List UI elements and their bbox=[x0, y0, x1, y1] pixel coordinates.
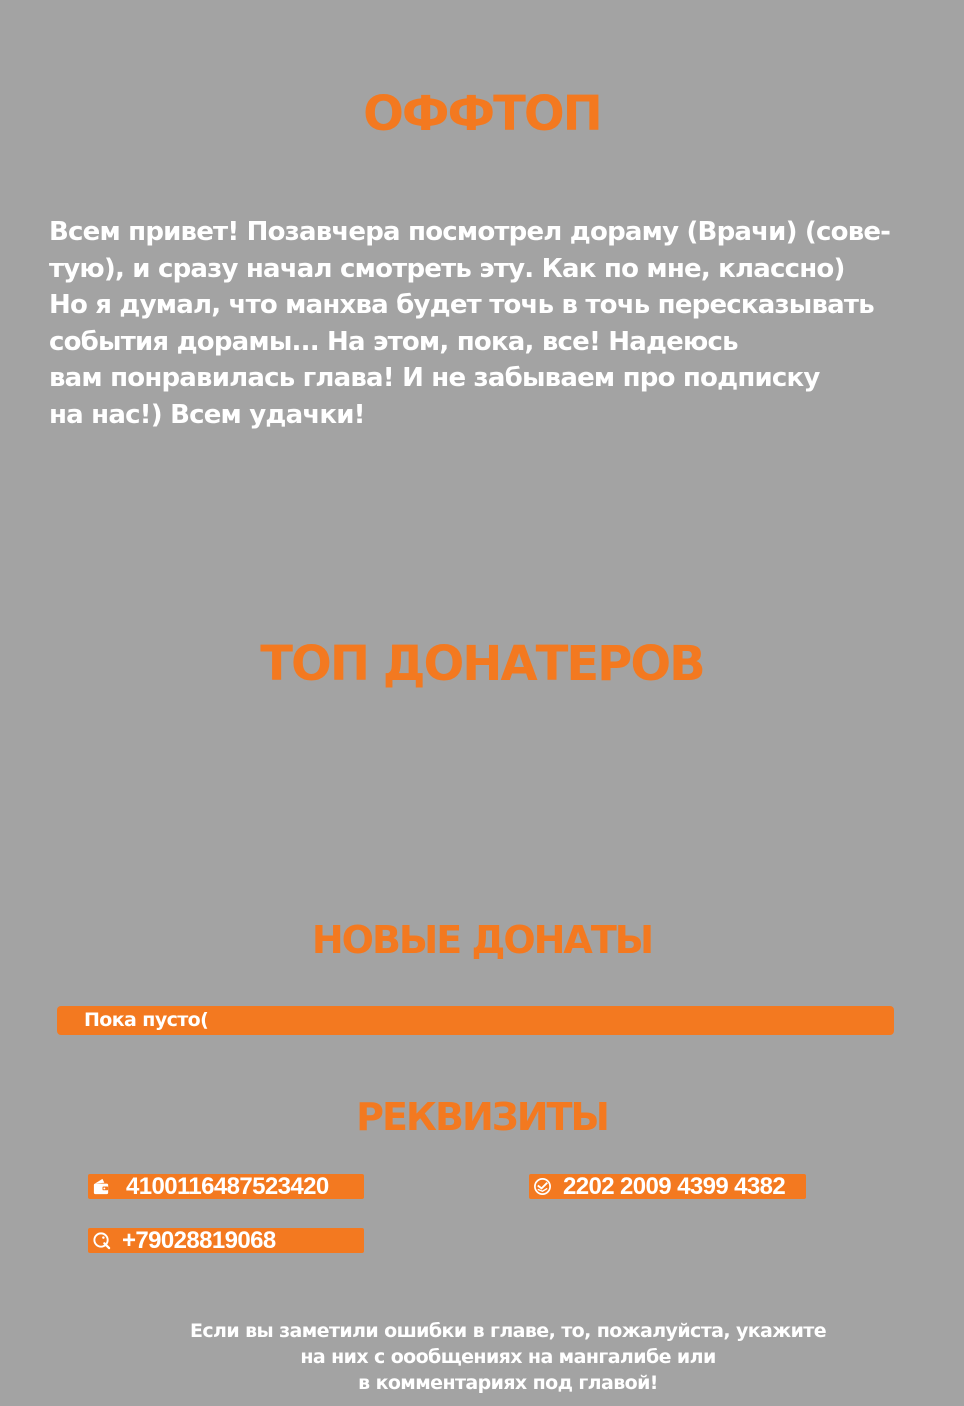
new-donations-empty-text: Пока пусто( bbox=[84, 1009, 209, 1031]
new-donations-empty-bar bbox=[57, 1006, 894, 1035]
offtop-title: ОФФТОП bbox=[363, 86, 601, 142]
top-donors-title: ТОП ДОНАТЕРОВ bbox=[260, 636, 704, 692]
offtop-text-line: тую), и сразу начал смотреть эту. Как по мне, классно) bbox=[49, 253, 845, 284]
offtop-text-line: события дорамы... На этом, пока, все! Надеюсь bbox=[49, 326, 738, 357]
offtop-text-line: Всем привет! Позавчера посмотрел дораму (Врачи) (сове- bbox=[49, 217, 891, 247]
footer-note bbox=[0, 1318, 964, 1396]
qiwi-icon bbox=[92, 1231, 111, 1250]
requisite-bank-card[interactable] bbox=[529, 1174, 806, 1199]
requisite-bank-card-value: 2202 2009 4399 4382 bbox=[563, 1173, 786, 1200]
offtop-text-line: вам понравилась глава! И не забываем про подписку bbox=[49, 363, 820, 394]
new-donations-title: НОВЫЕ ДОНАТЫ bbox=[311, 918, 653, 962]
requisite-yoomoney[interactable] bbox=[88, 1174, 364, 1199]
offtop-text-line: на нас!) Всем удачки! bbox=[49, 399, 365, 430]
yoomoney-wallet-icon bbox=[92, 1177, 111, 1196]
footer-note-line: на них с оообщениях на мангалибе или bbox=[300, 1346, 716, 1368]
offtop-text-line: Но я думал, что манхва будет точь в точь пересказывать bbox=[49, 290, 874, 321]
footer-note-line: в комментариях под главой! bbox=[358, 1372, 658, 1394]
footer-note-line: Если вы заметили ошибки в главе, то, пожалуйста, укажите bbox=[189, 1320, 826, 1342]
requisites-title: РЕКВИЗИТЫ bbox=[356, 1095, 608, 1139]
bank-card-icon bbox=[533, 1177, 552, 1196]
offtop-text bbox=[49, 214, 959, 434]
requisite-qiwi-value: +79028819068 bbox=[122, 1227, 276, 1254]
requisite-qiwi[interactable] bbox=[88, 1228, 364, 1253]
requisite-yoomoney-value: 4100116487523420 bbox=[126, 1173, 329, 1200]
